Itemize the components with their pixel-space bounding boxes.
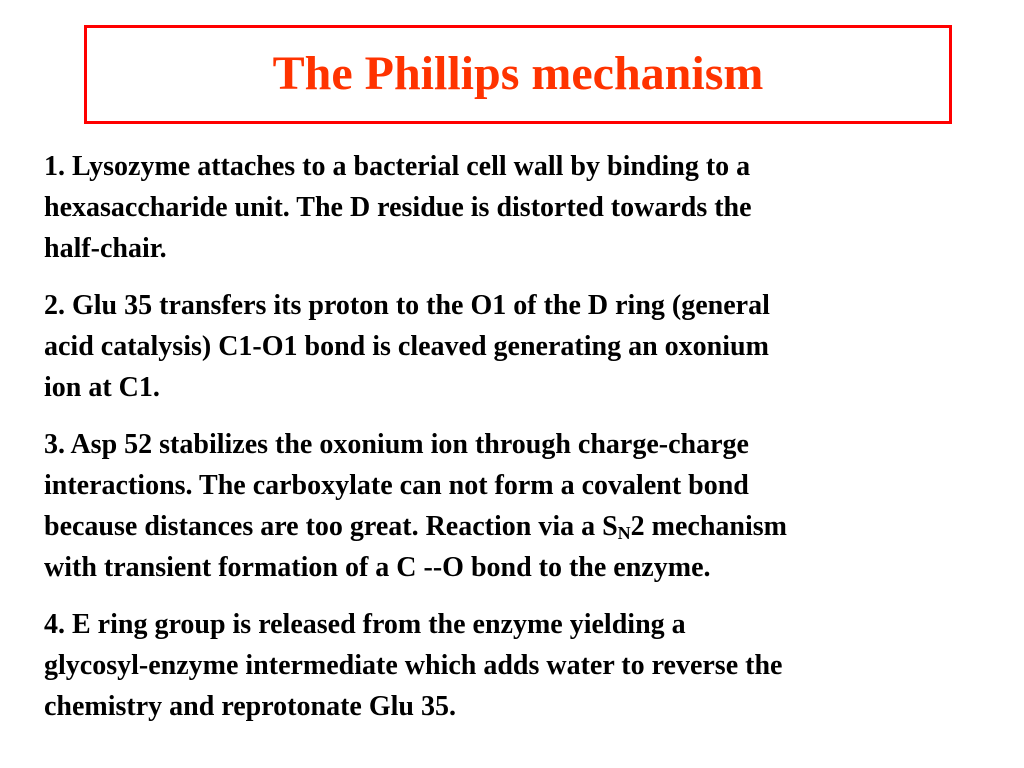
- slide-title: The Phillips mechanism: [272, 47, 764, 100]
- paragraph-1: [44, 146, 974, 269]
- paragraph-3-line-2: interactions. The carboxylate can not form a covalent bond: [44, 470, 749, 501]
- paragraph-1-line-3: half-chair.: [44, 233, 167, 264]
- paragraph-4-line-3: chemistry and reprotonate Glu 35.: [44, 691, 456, 722]
- paragraph-3-line-3: [44, 506, 974, 547]
- paragraph-2-line-3: ion at C1.: [44, 372, 160, 403]
- sn2-subscript: N: [617, 523, 631, 543]
- paragraph-3-line-1: 3. Asp 52 stabilizes the oxonium ion through charge-charge: [44, 429, 749, 460]
- paragraph-2: [44, 285, 974, 408]
- title-box: [84, 25, 952, 124]
- paragraph-1-line-2: hexasaccharide unit. The D residue is distorted towards the: [44, 192, 752, 223]
- paragraph-4: [44, 604, 974, 727]
- paragraph-4-line-1: 4. E ring group is released from the enzyme yielding a: [44, 609, 686, 640]
- paragraph-2-line-2: acid catalysis) C1-O1 bond is cleaved generating an oxonium: [44, 331, 769, 362]
- paragraph-3-line-3-after: 2 mechanism: [630, 511, 787, 542]
- paragraph-3-line-3-before: because distances are too great. Reaction via a S: [44, 511, 618, 542]
- paragraph-3-line-4: with transient formation of a C --O bond to the enzyme.: [44, 552, 711, 583]
- paragraph-1-line-1: 1. Lysozyme attaches to a bacterial cell wall by binding to a: [44, 151, 751, 182]
- paragraph-4-line-2: glycosyl-enzyme intermediate which adds water to reverse the: [44, 650, 783, 681]
- paragraph-2-line-1: 2. Glu 35 transfers its proton to the O1 of the D ring (general: [44, 290, 770, 321]
- paragraph-3: [44, 424, 974, 588]
- slide-body: [44, 146, 974, 743]
